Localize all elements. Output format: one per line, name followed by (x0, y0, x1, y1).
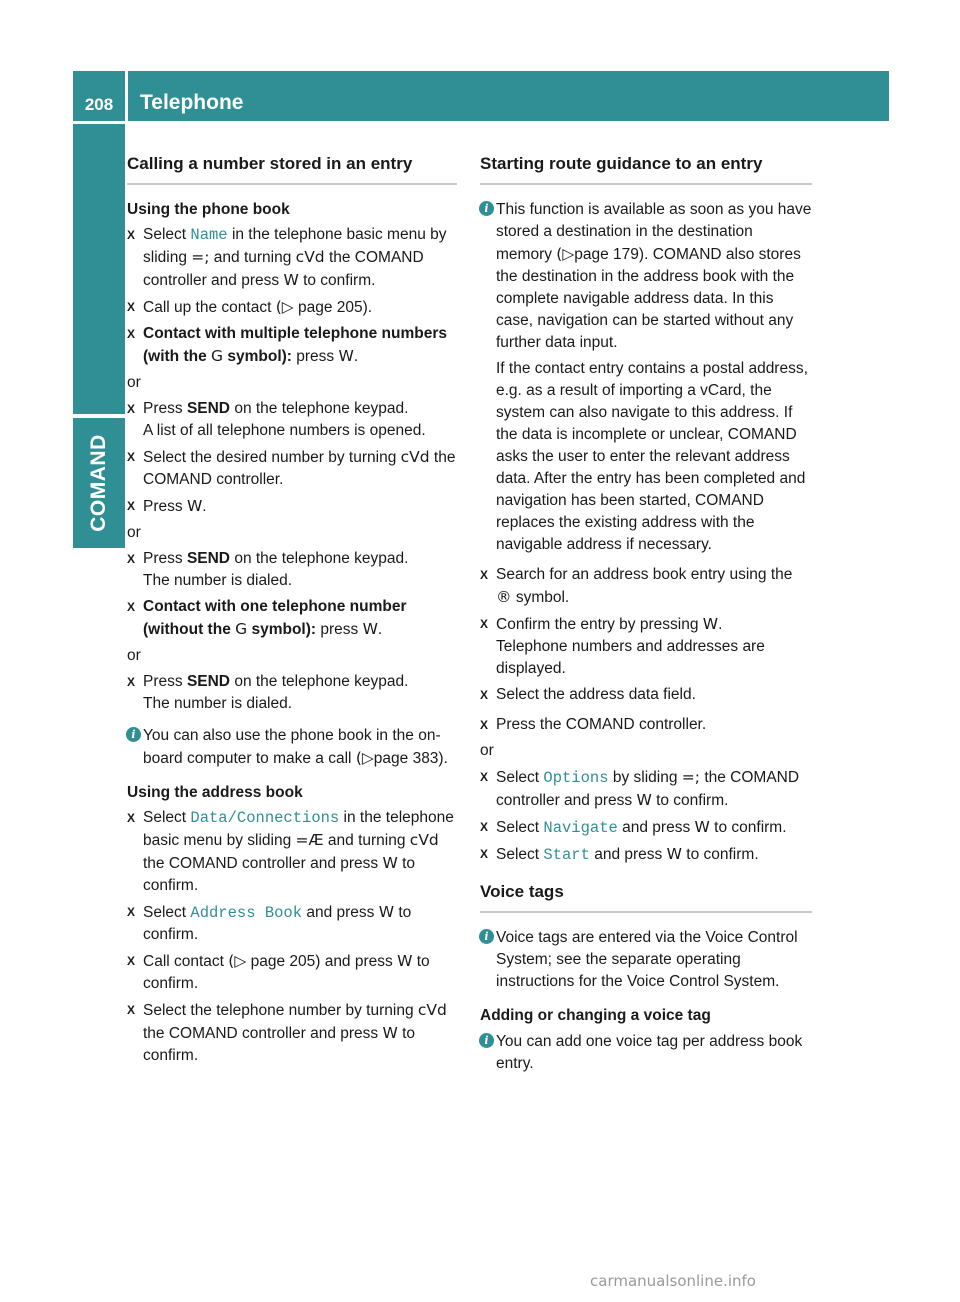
step-text: the COMAND controller. (143, 449, 456, 488)
arrow-bullet-icon: X (127, 811, 136, 825)
step-text: Press (143, 498, 183, 515)
step-text: Select (143, 904, 187, 921)
step-text: . (202, 498, 207, 515)
page-ref-icon: (▷ (355, 749, 374, 767)
step-text: the COMAND controller and press (143, 1025, 379, 1042)
subheading-address-book: Using the address book (127, 784, 303, 801)
step-text: Select (143, 226, 187, 243)
step-text: Select the telephone number by turning (143, 1002, 414, 1019)
step-text: to confirm. (143, 904, 412, 943)
step (127, 446, 457, 491)
press-controller-icon: W (378, 903, 395, 921)
turn-controller-icon: cVd (409, 831, 439, 849)
section-heading-voice-tags: Voice tags (480, 880, 812, 913)
arrow-bullet-icon: X (127, 954, 136, 968)
arrow-bullet-icon: X (127, 675, 136, 689)
step (127, 495, 457, 518)
press-controller-icon: W (283, 271, 299, 289)
info-note (480, 1031, 812, 1075)
step (127, 398, 457, 442)
press-controller-icon: W (702, 615, 719, 633)
press-controller-icon: W (382, 1024, 398, 1042)
section-heading-route-guidance: Starting route guidance to an entry (480, 152, 812, 185)
step-result: The number is dialed. (143, 695, 293, 712)
step (480, 816, 812, 839)
step-text: to confirm. (714, 819, 787, 836)
step-text: on the telephone keypad. (234, 673, 409, 690)
arrow-bullet-icon: X (127, 1003, 136, 1017)
step-text: Press the COMAND controller. (496, 716, 707, 733)
menu-item-code: Options (543, 769, 609, 787)
arrow-bullet-icon: X (480, 718, 489, 732)
step (480, 564, 812, 609)
step-text: and press (306, 904, 375, 921)
watermark: carmanualsonline.info (590, 1272, 756, 1290)
step-text: Select the desired number by turning (143, 449, 397, 466)
info-icon: i (479, 201, 494, 216)
page-number: 208 (73, 71, 125, 121)
menu-item-code: Name (190, 226, 228, 244)
step-text: Select (496, 819, 540, 836)
step-text: to confirm. (656, 792, 729, 809)
page-ref-icon: (▷ (275, 298, 294, 316)
step-text: press (296, 348, 335, 365)
arrow-bullet-icon: X (127, 450, 136, 464)
step-text: to confirm. (686, 846, 759, 863)
redirect-symbol-icon: ® (496, 588, 512, 606)
step-text: Press (143, 673, 183, 690)
press-controller-icon: W (694, 818, 710, 836)
step-text: to confirm. (143, 953, 430, 992)
corner-symbol-icon: G (235, 620, 248, 638)
subheading-adding-voice-tag: Adding or changing a voice tag (480, 1007, 711, 1024)
step (480, 766, 812, 812)
arrow-bullet-icon: X (480, 770, 489, 784)
step-text: and turning (213, 249, 292, 266)
step (480, 843, 812, 866)
arrow-bullet-icon: X (127, 552, 136, 566)
step (127, 224, 457, 292)
step-text: Call up the contact (143, 299, 272, 316)
step-text: to confirm. (143, 1025, 416, 1064)
slide-controller-icon: =; (191, 248, 210, 266)
right-column (480, 152, 812, 1083)
step-text: to confirm. (303, 272, 376, 289)
step (127, 548, 457, 592)
info-icon: i (126, 727, 141, 742)
page-ref-icon: (▷ (228, 952, 247, 970)
step (480, 613, 812, 680)
step-text: on the telephone keypad. (234, 550, 409, 567)
step-text: and press (622, 819, 691, 836)
arrow-bullet-icon: X (480, 847, 489, 861)
side-tab (73, 418, 125, 548)
info-note (480, 199, 812, 556)
left-column (127, 152, 457, 1071)
step-text: to confirm. (143, 855, 416, 894)
step-bold: SEND (186, 673, 231, 690)
press-controller-icon: W (666, 845, 682, 863)
step-text: the COMAND controller and press (143, 249, 424, 289)
step (480, 714, 812, 736)
step-text: Confirm the entry by pressing (496, 616, 699, 633)
arrow-bullet-icon: X (480, 820, 489, 834)
side-tab-label: COMAND (87, 434, 110, 532)
step-text: symbol. (515, 589, 570, 606)
press-controller-icon: W (362, 620, 378, 638)
step (127, 950, 457, 995)
step-text: Call contact (143, 953, 224, 970)
step-text: press (320, 621, 359, 638)
info-text: page 179). COMAND also stores the destination in the address book with the complete navigable address data. In this case, navigation can be started without any further data input. (496, 246, 801, 351)
or-separator: or (127, 647, 141, 664)
step-bold: symbol): (227, 348, 292, 365)
page-ref-icon: (▷ (556, 245, 575, 263)
info-note (127, 725, 457, 770)
step (480, 684, 812, 706)
step (127, 999, 457, 1067)
press-controller-icon: W (397, 952, 413, 970)
step-text: Select the address data field. (496, 686, 696, 703)
turn-controller-icon: cVd (417, 1001, 447, 1019)
info-text: Voice tags are entered via the Voice Control System; see the separate operating instructions for the Voice Control System. (496, 929, 798, 990)
step-text: . (353, 348, 359, 365)
press-controller-icon: W (382, 854, 398, 872)
page-title: Telephone (128, 71, 889, 121)
turn-controller-icon: cVd (295, 248, 325, 266)
step-text: and press (594, 846, 663, 863)
step-result: A list of all telephone numbers is opened. (143, 422, 426, 439)
step-text: Search for an address book entry using the (496, 566, 793, 583)
side-block (73, 124, 125, 414)
arrow-bullet-icon: X (127, 402, 136, 416)
step-text: Select (496, 769, 540, 786)
info-text: You can add one voice tag per address book entry. (496, 1033, 803, 1072)
step-text: and turning (327, 832, 406, 849)
step (127, 671, 457, 715)
info-text: This function is available as soon as you have stored a destination in the destination memory (496, 201, 812, 263)
corner-symbol-icon: G (211, 347, 224, 365)
slide-controller-icon: =; (681, 768, 700, 786)
info-text: If the contact entry contains a postal address, e.g. as a result of importing a vCard, the system can also navigate to this address. If the data is incomplete or unclear, COMAND asks the user to enter the relevant address data. After the entry has been completed and navigation has been started, COMAND replaces the existing address with the navigable address if necessary. (496, 360, 808, 553)
step (127, 323, 457, 368)
step-bold: Contact with one telephone number (without the (143, 598, 407, 638)
press-controller-icon: W (636, 791, 652, 809)
step (127, 596, 457, 641)
info-text: You can also use the phone book in the on-board computer to make a call (143, 727, 441, 767)
arrow-bullet-icon: X (127, 228, 136, 242)
step-text: Press (143, 550, 183, 567)
press-controller-icon: W (338, 347, 354, 365)
step-result: The number is dialed. (143, 572, 293, 589)
press-controller-icon: W (186, 497, 203, 515)
or-separator: or (127, 374, 141, 391)
step-text: . (718, 616, 723, 633)
step-text: the COMAND controller and press (496, 769, 800, 809)
arrow-bullet-icon: X (480, 617, 489, 631)
menu-item-code: Start (543, 846, 590, 864)
menu-item-code: Address Book (190, 904, 303, 922)
menu-item-code: Data/Connections (190, 809, 340, 827)
step-bold: SEND (186, 400, 231, 417)
step (127, 901, 457, 946)
step (127, 807, 457, 897)
step-text: . (377, 621, 383, 638)
arrow-bullet-icon: X (127, 600, 136, 614)
info-icon: i (479, 1033, 494, 1048)
step-text: the COMAND controller and press (143, 855, 379, 872)
arrow-bullet-icon: X (127, 905, 136, 919)
arrow-bullet-icon: X (127, 327, 136, 341)
arrow-bullet-icon: X (480, 568, 489, 582)
arrow-bullet-icon: X (127, 300, 136, 314)
step-text: Select (496, 846, 540, 863)
step-text: page 205) and press (250, 953, 393, 970)
info-text: page 383). (373, 750, 448, 767)
arrow-bullet-icon: X (127, 499, 136, 513)
step-text: Select (143, 809, 187, 826)
step-text: in the telephone basic menu by sliding (143, 809, 454, 849)
step-bold: SEND (186, 550, 231, 567)
menu-item-code: Navigate (543, 819, 618, 837)
step-bold: symbol): (251, 621, 317, 638)
step-text: page 205). (297, 299, 373, 316)
turn-controller-icon: cVd (400, 448, 430, 466)
step-text: Press (143, 400, 183, 417)
step-text: on the telephone keypad. (234, 400, 409, 417)
slide-controller-icon: =Æ (295, 831, 324, 849)
or-separator: or (480, 742, 494, 759)
arrow-bullet-icon: X (480, 688, 489, 702)
step (127, 296, 457, 319)
step-text: by sliding (612, 769, 678, 786)
info-note (480, 927, 812, 993)
or-separator: or (127, 524, 141, 541)
step-bold: Contact with multiple telephone numbers (with the (143, 325, 447, 365)
info-icon: i (479, 929, 494, 944)
step-result: Telephone numbers and addresses are displayed. (496, 638, 765, 677)
subheading-phone-book: Using the phone book (127, 201, 290, 218)
section-heading-calling: Calling a number stored in an entry (127, 152, 457, 185)
step-text: in the telephone basic menu by sliding (143, 226, 447, 266)
